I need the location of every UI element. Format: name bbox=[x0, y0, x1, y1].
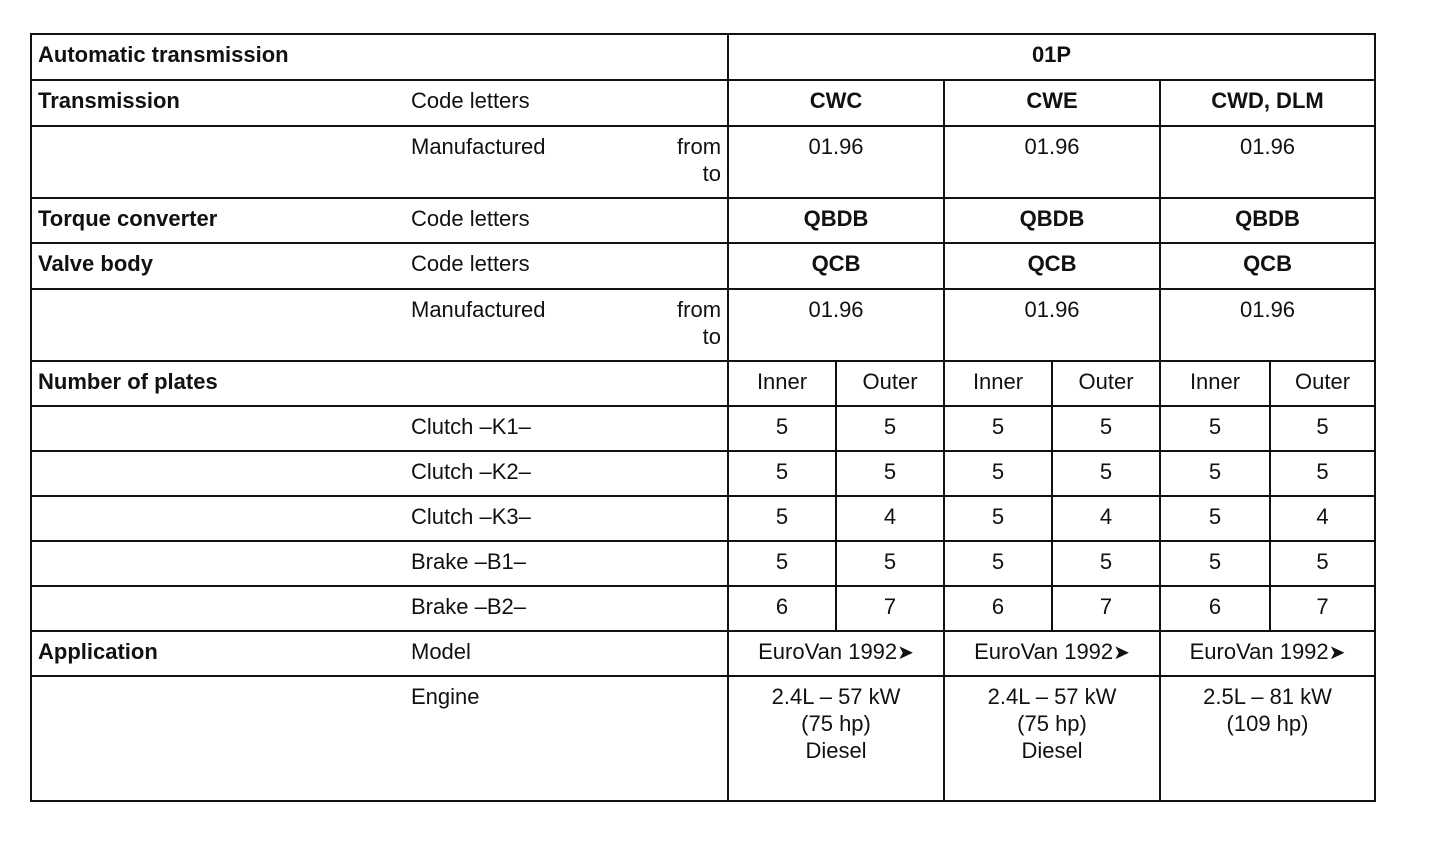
plate-count: 5 bbox=[944, 541, 1052, 586]
plate-count: 5 bbox=[1270, 406, 1375, 451]
table-row bbox=[31, 406, 1375, 451]
model-label: Model bbox=[403, 631, 728, 676]
outer-header: Outer bbox=[1270, 361, 1375, 406]
arrow-right-icon: ➤ bbox=[1328, 642, 1346, 664]
plate-count: 5 bbox=[944, 406, 1052, 451]
torque-converter-code: QBDB bbox=[944, 198, 1160, 243]
manufactured-date: 01.96 bbox=[1160, 126, 1375, 198]
plate-row-label: Clutch –K3– bbox=[403, 496, 728, 541]
plate-count: 5 bbox=[728, 451, 836, 496]
manufactured-date: 01.96 bbox=[728, 126, 944, 198]
engine-cell bbox=[1160, 676, 1375, 801]
model-cell bbox=[944, 631, 1160, 676]
inner-header: Inner bbox=[944, 361, 1052, 406]
engine-line: Diesel bbox=[805, 738, 867, 763]
transmission-manufactured-row bbox=[31, 126, 1375, 198]
from-to-label bbox=[677, 133, 721, 187]
engine-line: Diesel bbox=[1021, 738, 1083, 763]
outer-header: Outer bbox=[836, 361, 944, 406]
plate-count: 7 bbox=[836, 586, 944, 631]
engine-cell bbox=[944, 676, 1160, 801]
plate-count: 5 bbox=[1270, 541, 1375, 586]
plate-count: 5 bbox=[1160, 541, 1270, 586]
plate-count: 5 bbox=[1160, 451, 1270, 496]
section-application: Application bbox=[31, 631, 403, 676]
code-letters-label: Code letters bbox=[403, 198, 728, 243]
plate-count: 5 bbox=[1052, 451, 1160, 496]
application-engine-row bbox=[31, 676, 1375, 801]
code-letters-label: Code letters bbox=[403, 243, 728, 289]
manufactured-date: 01.96 bbox=[944, 126, 1160, 198]
plate-count: 7 bbox=[1052, 586, 1160, 631]
plate-count: 7 bbox=[1270, 586, 1375, 631]
section-torque-converter: Torque converter bbox=[31, 198, 403, 243]
plate-count: 5 bbox=[944, 451, 1052, 496]
plate-count: 5 bbox=[728, 541, 836, 586]
model-name: EuroVan 1992 bbox=[758, 639, 898, 664]
manufactured-date: 01.96 bbox=[728, 289, 944, 361]
torque-converter-row bbox=[31, 198, 1375, 243]
model-name: EuroVan 1992 bbox=[1189, 639, 1329, 664]
plate-count: 6 bbox=[944, 586, 1052, 631]
engine-line: 2.5L – 81 kW bbox=[1203, 684, 1332, 709]
code-letters-label: Code letters bbox=[403, 80, 728, 126]
table-row bbox=[31, 541, 1375, 586]
outer-header: Outer bbox=[1052, 361, 1160, 406]
plate-count: 5 bbox=[836, 451, 944, 496]
plates-blank-label bbox=[403, 361, 728, 406]
section-transmission: Transmission bbox=[31, 80, 403, 126]
plate-count: 5 bbox=[1052, 541, 1160, 586]
table-row bbox=[31, 496, 1375, 541]
plate-count: 6 bbox=[728, 586, 836, 631]
inner-header: Inner bbox=[728, 361, 836, 406]
arrow-right-icon: ➤ bbox=[897, 642, 914, 664]
transmission-code-row bbox=[31, 80, 1375, 126]
model-cell bbox=[1160, 631, 1375, 676]
from-to-label bbox=[677, 296, 721, 350]
transmission-code: CWE bbox=[944, 80, 1160, 126]
section-spacer bbox=[31, 541, 403, 586]
table-row bbox=[31, 451, 1375, 496]
valve-body-code: QCB bbox=[1160, 243, 1375, 289]
model-cell bbox=[728, 631, 944, 676]
section-spacer bbox=[31, 586, 403, 631]
section-transmission-cont bbox=[31, 126, 403, 198]
manufactured-label bbox=[403, 289, 728, 361]
section-valve-body-cont bbox=[31, 289, 403, 361]
section-spacer bbox=[31, 496, 403, 541]
to-text: to bbox=[702, 324, 722, 349]
section-number-of-plates: Number of plates bbox=[31, 361, 403, 406]
plate-count: 5 bbox=[728, 406, 836, 451]
plate-row-label: Brake –B2– bbox=[403, 586, 728, 631]
torque-converter-code: QBDB bbox=[1160, 198, 1375, 243]
plate-row-label: Brake –B1– bbox=[403, 541, 728, 586]
plate-count: 4 bbox=[1052, 496, 1160, 541]
plate-count: 5 bbox=[728, 496, 836, 541]
plate-count: 5 bbox=[1270, 451, 1375, 496]
valve-body-code-row bbox=[31, 243, 1375, 289]
manufactured-date: 01.96 bbox=[1160, 289, 1375, 361]
header-row bbox=[31, 34, 1375, 80]
plate-count: 5 bbox=[1160, 406, 1270, 451]
model-name: EuroVan 1992 bbox=[974, 639, 1114, 664]
from-text: from bbox=[677, 297, 722, 322]
plate-count: 5 bbox=[1052, 406, 1160, 451]
engine-line: 2.4L – 57 kW bbox=[771, 684, 901, 709]
plate-row-label: Clutch –K1– bbox=[403, 406, 728, 451]
engine-line: (75 hp) bbox=[801, 711, 871, 736]
plate-count: 5 bbox=[944, 496, 1052, 541]
manufactured-text: Manufactured bbox=[411, 297, 546, 322]
transmission-code: CWD, DLM bbox=[1160, 80, 1375, 126]
manufactured-text: Manufactured bbox=[411, 134, 546, 159]
valve-body-manufactured-row bbox=[31, 289, 1375, 361]
plate-count: 5 bbox=[836, 541, 944, 586]
table-title: Automatic transmission bbox=[31, 34, 728, 80]
plate-row-label: Clutch –K2– bbox=[403, 451, 728, 496]
plate-count: 4 bbox=[836, 496, 944, 541]
from-text: from bbox=[677, 134, 722, 159]
engine-cell bbox=[728, 676, 944, 801]
engine-line: 2.4L – 57 kW bbox=[987, 684, 1117, 709]
plate-count: 5 bbox=[836, 406, 944, 451]
valve-body-code: QCB bbox=[728, 243, 944, 289]
engine-label: Engine bbox=[403, 676, 728, 801]
torque-converter-code: QBDB bbox=[728, 198, 944, 243]
plate-count: 5 bbox=[1160, 496, 1270, 541]
transmission-family-code: 01P bbox=[728, 34, 1375, 80]
transmission-code: CWC bbox=[728, 80, 944, 126]
plate-count: 4 bbox=[1270, 496, 1375, 541]
section-valve-body: Valve body bbox=[31, 243, 403, 289]
manufactured-label bbox=[403, 126, 728, 198]
section-spacer bbox=[31, 451, 403, 496]
application-model-row bbox=[31, 631, 1375, 676]
valve-body-code: QCB bbox=[944, 243, 1160, 289]
engine-line: (109 hp) bbox=[1226, 711, 1309, 736]
spec-table bbox=[30, 33, 1376, 802]
engine-line: (75 hp) bbox=[1017, 711, 1087, 736]
manufactured-date: 01.96 bbox=[944, 289, 1160, 361]
inner-header: Inner bbox=[1160, 361, 1270, 406]
to-text: to bbox=[702, 161, 722, 186]
plate-count: 6 bbox=[1160, 586, 1270, 631]
table-row bbox=[31, 586, 1375, 631]
section-spacer bbox=[31, 406, 403, 451]
arrow-right-icon: ➤ bbox=[1113, 642, 1130, 664]
section-application-cont bbox=[31, 676, 403, 801]
plates-header-row bbox=[31, 361, 1375, 406]
